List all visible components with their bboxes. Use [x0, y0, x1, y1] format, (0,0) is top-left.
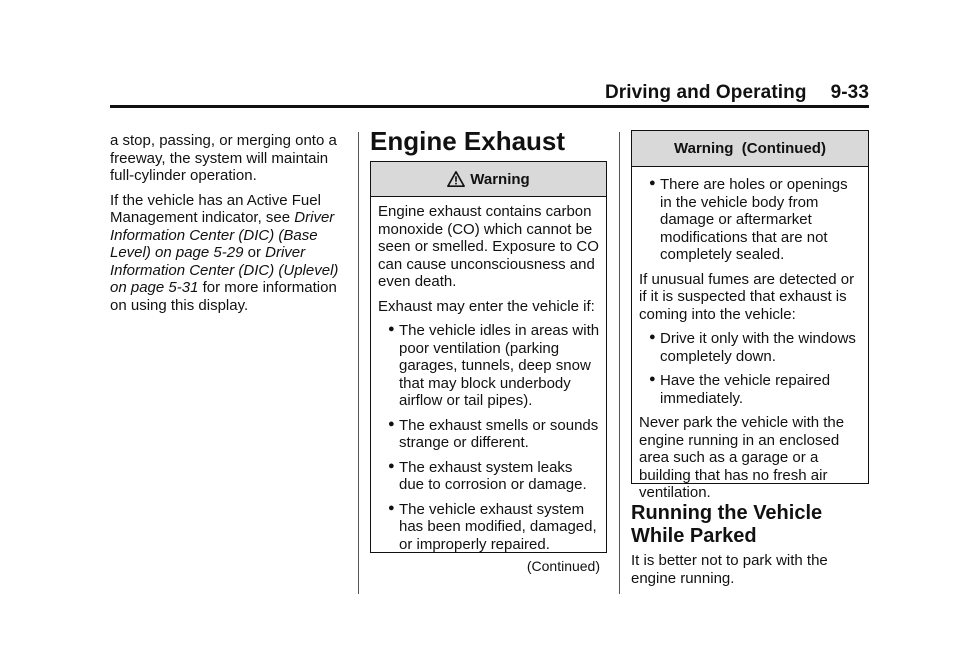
- warning-header: [371, 162, 606, 197]
- warning-box: [370, 161, 607, 574]
- list-item: ● Have the vehicle repaired immediately.: [649, 372, 831, 407]
- list-item: ● Drive it only with the windows completely down.: [649, 330, 856, 365]
- list-item: ● The exhaust smells or sounds strange or different.: [388, 416, 599, 451]
- column-left: [110, 132, 342, 314]
- column-right-tail: [631, 552, 869, 587]
- list-item-text: The exhaust system leaks due to corrosion or damage.: [399, 458, 587, 493]
- warning-title: Warning (Continued): [674, 140, 826, 157]
- warning-triangle-icon: [447, 170, 465, 188]
- warning-box-continued: [631, 130, 869, 501]
- list-item-text: The exhaust smells or sounds strange or different.: [399, 416, 599, 451]
- heading-line: Running the Vehicle: [631, 502, 823, 524]
- column-divider: [619, 132, 620, 594]
- paragraph: If unusual fumes are detected or if it is suspected that exhaust is coming into the vehicle:: [639, 270, 855, 323]
- warning-body: [632, 167, 868, 502]
- continued-label: (Continued): [526, 558, 600, 574]
- warning-body: [371, 197, 606, 574]
- paragraph: It is better not to park with the engine running.: [631, 552, 828, 587]
- list-item: ● There are holes or openings in the vehicle body from damage or aftermarket modifications that are not completely sealed.: [649, 176, 848, 263]
- list-item-text: Drive it only with the windows completely down.: [660, 330, 856, 365]
- warning-title: Warning: [470, 170, 530, 188]
- bullet-list: [639, 176, 862, 264]
- paragraph: [110, 192, 342, 315]
- paragraph: a stop, passing, or merging onto a freeway, the system will maintain full-cylinder operation.: [110, 132, 337, 184]
- list-item: ● The exhaust system leaks due to corrosion or damage.: [388, 458, 587, 493]
- page-number: 9-33: [830, 82, 869, 103]
- column-divider: [358, 132, 359, 594]
- cross-reference-link[interactable]: Driver Information Center (DIC) (Uplevel) on page 5-31: [110, 244, 339, 296]
- paragraph-text: or: [243, 244, 266, 261]
- heading-line: While Parked: [631, 525, 757, 547]
- paragraph: Engine exhaust contains carbon monoxide (CO) which cannot be seen or smelled. Exposure to CO can cause unconsciousness and even death.: [378, 203, 599, 290]
- paragraph: Exhaust may enter the vehicle if:: [378, 297, 595, 315]
- list-item: ● The vehicle exhaust system has been modified, damaged, or improperly repaired.: [388, 500, 597, 553]
- bullet-list: [639, 330, 862, 407]
- bullet-list: [378, 322, 600, 553]
- list-item-text: The vehicle idles in areas with poor ventilation (parking garages, tunnels, deep snow that may block underbody airflow or tail pipes).: [399, 322, 600, 409]
- section-heading: [631, 502, 822, 548]
- list-item-text: Have the vehicle repaired immediately.: [660, 372, 831, 407]
- warning-header: [632, 131, 868, 167]
- page-header: [0, 82, 869, 104]
- list-item-text: The vehicle exhaust system has been modified, damaged, or improperly repaired.: [399, 500, 597, 553]
- cross-reference-link[interactable]: Driver Information Center (DIC) (Base Level) on page 5-29: [110, 209, 335, 261]
- paragraph-text: If the vehicle has an Active Fuel Management indicator, see: [110, 191, 321, 226]
- paragraph-text: for more information on using this display.: [110, 279, 337, 314]
- list-item-text: There are holes or openings in the vehicle body from damage or aftermarket modifications that are not completely sealed.: [660, 176, 848, 263]
- section-title: Driving and Operating: [604, 82, 807, 103]
- header-rule: [110, 105, 869, 108]
- list-item: ● The vehicle idles in areas with poor ventilation (parking garages, tunnels, deep snow that may block underbody airflow or tail pipes).: [388, 322, 600, 409]
- section-heading: Engine Exhaust: [370, 126, 566, 156]
- paragraph: Never park the vehicle with the engine running in an enclosed area such as a garage or a building that has no fresh air ventilation.: [639, 414, 845, 501]
